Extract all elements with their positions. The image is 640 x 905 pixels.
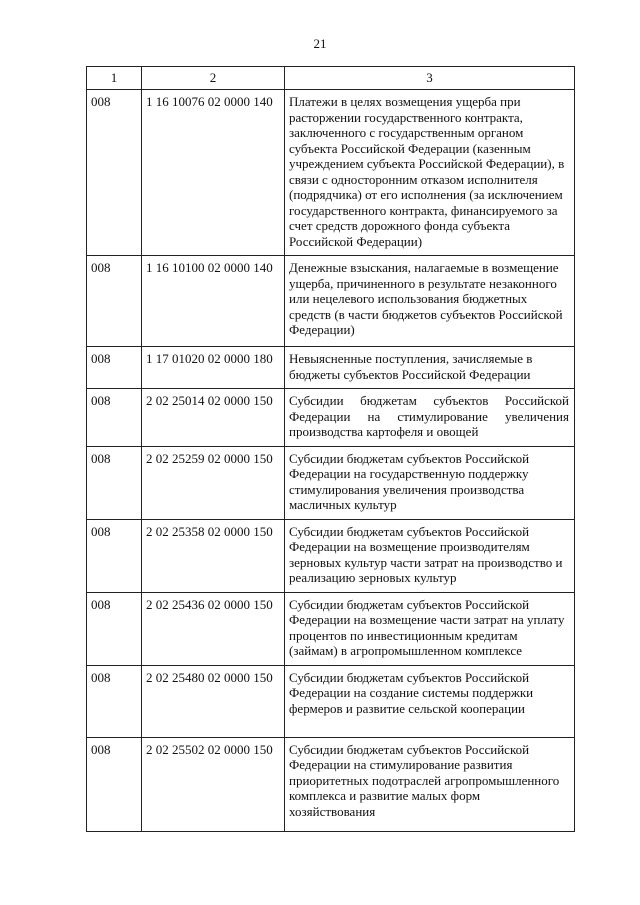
table-row (87, 389, 575, 447)
admin-code-cell: 008 (87, 90, 142, 256)
description-cell: Субсидии бюджетам субъектов Российской Федерации на возмещение производителям зерновых культур части затрат на производство и реализацию зерновых культур (285, 519, 575, 592)
budget-code-cell: 2 02 25259 02 0000 150 (142, 446, 285, 519)
description-cell: Невыясненные поступления, зачисляемые в бюджеты субъектов Российской Федерации (285, 347, 575, 389)
table-header-row (87, 67, 575, 90)
table-row (87, 737, 575, 831)
page-number: 21 (313, 36, 327, 51)
table-row (87, 592, 575, 665)
budget-code-cell: 2 02 25358 02 0000 150 (142, 519, 285, 592)
description-cell: Субсидии бюджетам субъектов Российской Федерации на стимулирование развития приоритетных подотраслей агропромышленного комплекса и развитие малых форм хозяйствования (285, 737, 575, 831)
column-header-2: 2 (142, 67, 285, 90)
description-cell: Субсидии бюджетам субъектов Российской Федерации на стимулирование увеличения производства картофеля и овощей (285, 389, 575, 447)
table-row (87, 446, 575, 519)
table-row (87, 90, 575, 256)
budget-code-cell: 2 02 25436 02 0000 150 (142, 592, 285, 665)
budget-code-cell: 1 17 01020 02 0000 180 (142, 347, 285, 389)
description-cell: Субсидии бюджетам субъектов Российской Федерации на государственную поддержку стимулирования увеличения производства масличных культур (285, 446, 575, 519)
description-cell: Денежные взыскания, налагаемые в возмещение ущерба, причиненного в результате незаконного или нецелевого использования бюджетных средств (в части бюджетов субъектов Российской Федерации) (285, 256, 575, 347)
admin-code-cell: 008 (87, 737, 142, 831)
table-row (87, 519, 575, 592)
table-row (87, 665, 575, 737)
budget-code-cell: 2 02 25502 02 0000 150 (142, 737, 285, 831)
description-cell: Субсидии бюджетам субъектов Российской Федерации на создание системы поддержки фермеров и развитие сельской кооперации (285, 665, 575, 737)
budget-classification-table (86, 66, 575, 832)
admin-code-cell: 008 (87, 446, 142, 519)
budget-code-cell: 1 16 10100 02 0000 140 (142, 256, 285, 347)
admin-code-cell: 008 (87, 389, 142, 447)
table-row (87, 347, 575, 389)
column-header-3: 3 (285, 67, 575, 90)
budget-code-cell: 2 02 25014 02 0000 150 (142, 389, 285, 447)
description-cell: Платежи в целях возмещения ущерба при расторжении государственного контракта, заключенного с государственным органом субъекта Российской Федерации (казенным учреждением субъекта Российской Федерации), в связи с односторонним отказом исполнителя (подрядчика) от его исполнения (за исключением государственного контракта, финансируемого за счет средств дорожного фонда субъекта Российской Федерации) (285, 90, 575, 256)
admin-code-cell: 008 (87, 519, 142, 592)
budget-code-cell: 1 16 10076 02 0000 140 (142, 90, 285, 256)
admin-code-cell: 008 (87, 592, 142, 665)
budget-code-cell: 2 02 25480 02 0000 150 (142, 665, 285, 737)
admin-code-cell: 008 (87, 665, 142, 737)
admin-code-cell: 008 (87, 347, 142, 389)
description-cell: Субсидии бюджетам субъектов Российской Федерации на возмещение части затрат на уплату процентов по инвестиционным кредитам (займам) в агропромышленном комплексе (285, 592, 575, 665)
column-header-1: 1 (87, 67, 142, 90)
admin-code-cell: 008 (87, 256, 142, 347)
table-row (87, 256, 575, 347)
